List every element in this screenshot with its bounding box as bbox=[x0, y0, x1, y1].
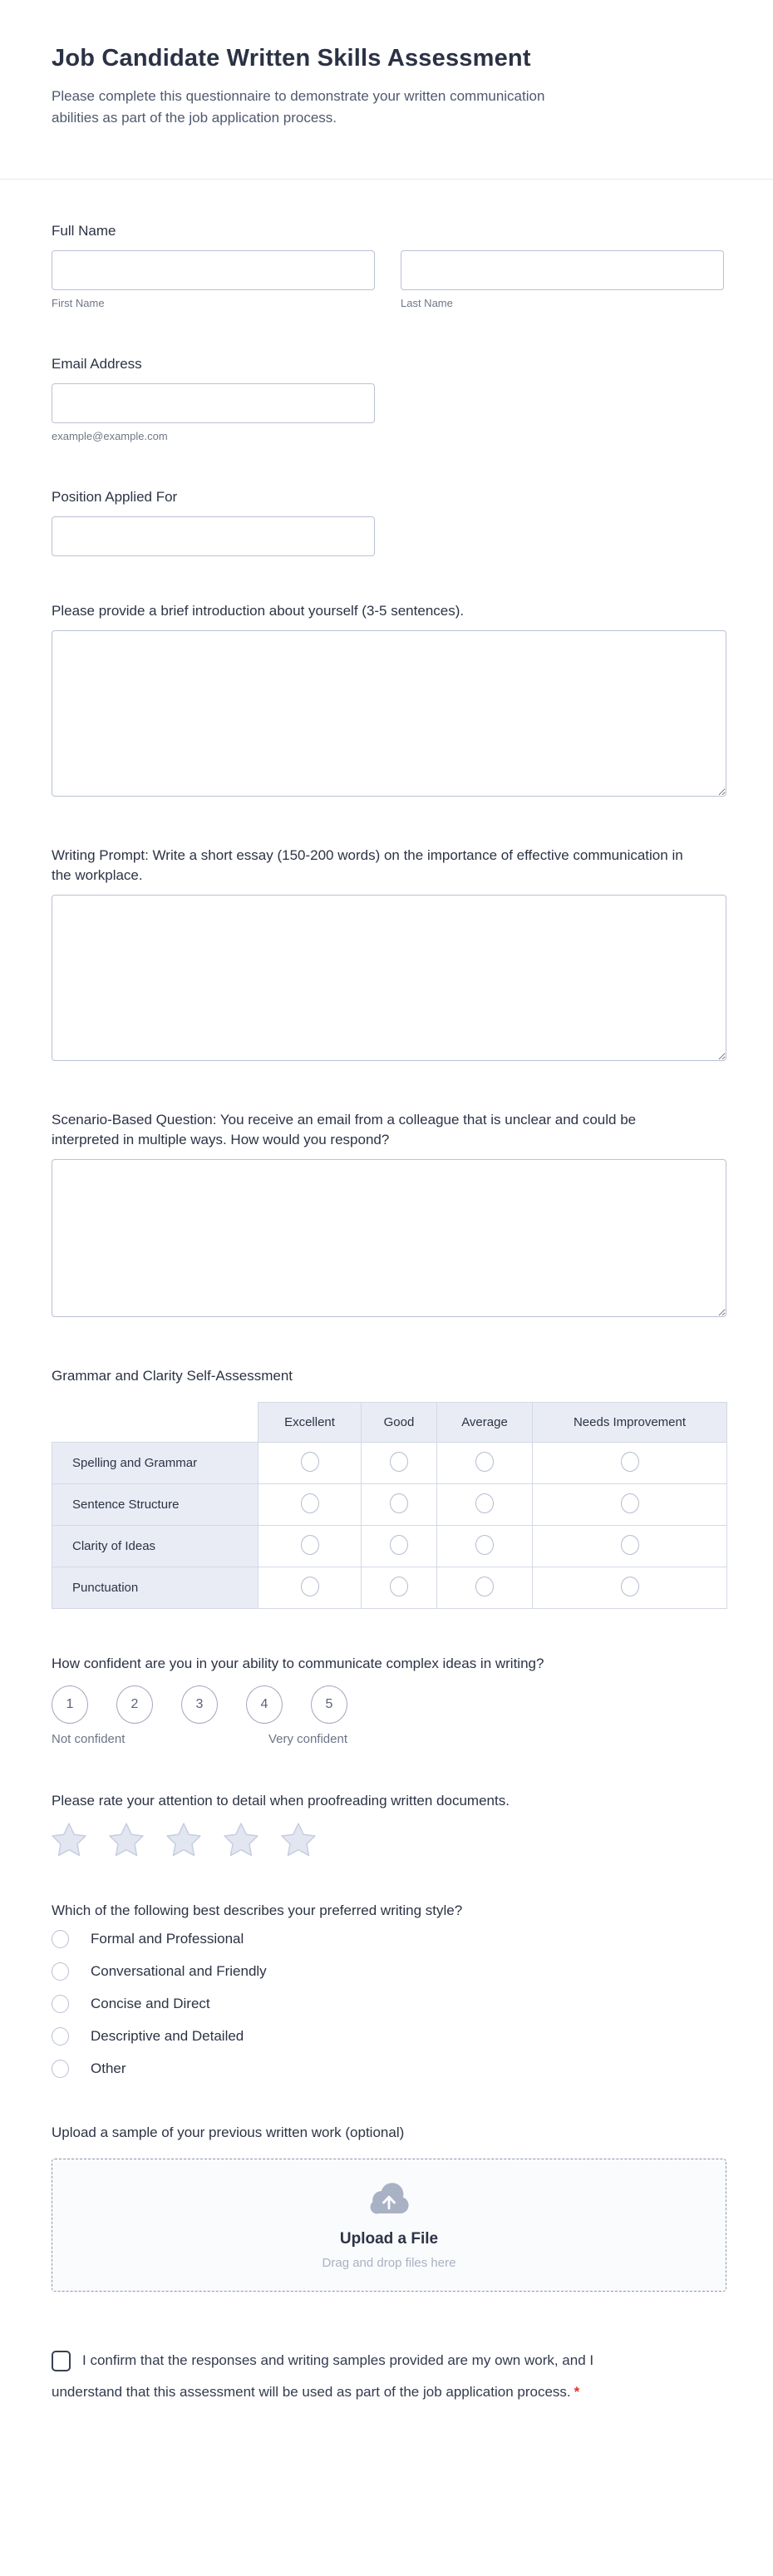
position-input[interactable] bbox=[52, 516, 375, 556]
position-field bbox=[52, 487, 726, 556]
scale-option-5[interactable]: 5 bbox=[311, 1685, 347, 1724]
cloud-upload-icon bbox=[365, 2181, 413, 2218]
scenario-textarea[interactable] bbox=[52, 1159, 726, 1317]
last-name-input[interactable] bbox=[401, 250, 724, 290]
radio-circle-icon[interactable] bbox=[52, 1995, 69, 2013]
upload-title: Upload a File bbox=[339, 2229, 439, 2248]
upload-field bbox=[52, 2123, 726, 2292]
scale-extreme-labels bbox=[52, 1732, 347, 1746]
matrix-column-header: Average bbox=[437, 1403, 533, 1443]
scale-option-1[interactable]: 1 bbox=[52, 1685, 88, 1724]
matrix-row bbox=[52, 1443, 727, 1484]
confidence-label: How confident are you in your ability to communicate complex ideas in writing? bbox=[52, 1656, 544, 1671]
essay-textarea[interactable] bbox=[52, 895, 726, 1061]
matrix-row bbox=[52, 1526, 727, 1567]
matrix-row-label: Sentence Structure bbox=[52, 1484, 258, 1526]
writing-style-options bbox=[52, 1930, 726, 2078]
matrix-radio[interactable] bbox=[475, 1493, 494, 1513]
proofreading-label: Please rate your attention to detail when proofreading written documents. bbox=[52, 1793, 510, 1809]
star-icon[interactable] bbox=[224, 1823, 258, 1856]
scenario-label: Scenario-Based Question: You receive an email from a colleague that is unclear and could be interpreted in multiple ways. How would you respond? bbox=[52, 1112, 637, 1147]
matrix-row-label: Spelling and Grammar bbox=[52, 1443, 258, 1484]
matrix-column-header: Excellent bbox=[258, 1403, 362, 1443]
writing-style-field bbox=[52, 1901, 726, 2078]
page-title: Job Candidate Written Skills Assessment bbox=[52, 45, 531, 72]
radio-option[interactable] bbox=[52, 2027, 726, 2046]
page-subtitle: Please complete this questionnaire to demonstrate your written communication abilities as part of the job application process. bbox=[52, 88, 545, 126]
matrix-column-header: Good bbox=[362, 1403, 437, 1443]
upload-label: Upload a sample of your previous written work (optional) bbox=[52, 2124, 405, 2140]
full-name-field bbox=[52, 221, 726, 309]
upload-hint: Drag and drop files here bbox=[322, 2255, 456, 2270]
confirm-checkbox[interactable] bbox=[52, 2351, 71, 2371]
radio-circle-icon[interactable] bbox=[52, 2027, 69, 2046]
matrix-radio[interactable] bbox=[475, 1535, 494, 1555]
radio-circle-icon[interactable] bbox=[52, 2060, 69, 2078]
radio-option-label: Formal and Professional bbox=[91, 1931, 244, 1947]
star-icon[interactable] bbox=[52, 1823, 86, 1856]
radio-option-label: Descriptive and Detailed bbox=[91, 2028, 244, 2044]
confidence-field bbox=[52, 1654, 726, 1746]
matrix-column-header: Needs Improvement bbox=[533, 1403, 727, 1443]
matrix-corner-cell bbox=[52, 1403, 258, 1443]
radio-option[interactable] bbox=[52, 1962, 726, 1981]
form-header bbox=[0, 0, 773, 180]
star-icon[interactable] bbox=[281, 1823, 316, 1856]
email-sublabel: example@example.com bbox=[52, 430, 168, 442]
star-icon[interactable] bbox=[166, 1823, 201, 1856]
matrix-radio[interactable] bbox=[390, 1577, 408, 1596]
confirm-text: I confirm that the responses and writing samples provided are my own work, and I understand that this assessment will be used as part of the job application process. bbox=[52, 2352, 594, 2400]
matrix-row bbox=[52, 1484, 727, 1526]
matrix-radio[interactable] bbox=[621, 1493, 639, 1513]
essay-field bbox=[52, 846, 726, 1065]
radio-option[interactable] bbox=[52, 2060, 726, 2078]
matrix-field bbox=[52, 1366, 726, 1609]
first-name-sublabel: First Name bbox=[52, 297, 105, 309]
scenario-field bbox=[52, 1110, 726, 1321]
scale-option-2[interactable]: 2 bbox=[116, 1685, 153, 1724]
radio-option[interactable] bbox=[52, 1995, 726, 2013]
introduction-textarea[interactable] bbox=[52, 630, 726, 797]
first-name-input[interactable] bbox=[52, 250, 375, 290]
form-body bbox=[0, 180, 773, 2408]
upload-dropzone[interactable] bbox=[52, 2159, 726, 2292]
radio-option[interactable] bbox=[52, 1930, 726, 1948]
position-label: Position Applied For bbox=[52, 489, 178, 505]
first-name-group bbox=[52, 250, 375, 309]
scale-option-4[interactable]: 4 bbox=[246, 1685, 283, 1724]
confirm-field bbox=[52, 2345, 726, 2408]
matrix-header-row bbox=[52, 1403, 727, 1443]
scale-max-label: Very confident bbox=[268, 1732, 347, 1746]
matrix-table bbox=[52, 1402, 727, 1609]
last-name-sublabel: Last Name bbox=[401, 297, 453, 309]
radio-option-label: Concise and Direct bbox=[91, 1996, 210, 2011]
matrix-radio[interactable] bbox=[621, 1535, 639, 1555]
full-name-label: Full Name bbox=[52, 223, 116, 239]
radio-circle-icon[interactable] bbox=[52, 1962, 69, 1981]
email-label: Email Address bbox=[52, 356, 142, 372]
proofreading-field bbox=[52, 1791, 726, 1856]
star-rating bbox=[52, 1823, 726, 1856]
radio-option-label: Conversational and Friendly bbox=[91, 1963, 267, 1979]
matrix-radio[interactable] bbox=[475, 1577, 494, 1596]
writing-style-label: Which of the following best describes your preferred writing style? bbox=[52, 1902, 463, 1918]
star-icon[interactable] bbox=[109, 1823, 144, 1856]
matrix-radio[interactable] bbox=[475, 1452, 494, 1472]
matrix-radio[interactable] bbox=[390, 1452, 408, 1472]
matrix-radio[interactable] bbox=[301, 1577, 319, 1596]
matrix-radio[interactable] bbox=[301, 1535, 319, 1555]
matrix-radio[interactable] bbox=[621, 1452, 639, 1472]
scale-min-label: Not confident bbox=[52, 1732, 126, 1746]
matrix-radio[interactable] bbox=[301, 1493, 319, 1513]
email-input[interactable] bbox=[52, 383, 375, 423]
matrix-radio[interactable] bbox=[390, 1493, 408, 1513]
matrix-radio[interactable] bbox=[301, 1452, 319, 1472]
introduction-label: Please provide a brief introduction about yourself (3-5 sentences). bbox=[52, 603, 465, 619]
introduction-field bbox=[52, 601, 726, 801]
name-inputs-row bbox=[52, 250, 726, 309]
matrix-radio[interactable] bbox=[390, 1535, 408, 1555]
confirm-label-block bbox=[52, 2345, 600, 2408]
scale-option-3[interactable]: 3 bbox=[181, 1685, 218, 1724]
last-name-group bbox=[401, 250, 724, 309]
email-field bbox=[52, 354, 726, 442]
required-asterisk: * bbox=[574, 2384, 580, 2400]
matrix-label: Grammar and Clarity Self-Assessment bbox=[52, 1368, 293, 1384]
matrix-radio[interactable] bbox=[621, 1577, 639, 1596]
confidence-scale bbox=[52, 1685, 726, 1724]
matrix-row-label: Clarity of Ideas bbox=[52, 1526, 258, 1567]
essay-label: Writing Prompt: Write a short essay (150-200 words) on the importance of effective communication in the workplace. bbox=[52, 847, 683, 883]
matrix-row bbox=[52, 1567, 727, 1609]
radio-circle-icon[interactable] bbox=[52, 1930, 69, 1948]
radio-option-label: Other bbox=[91, 2060, 126, 2076]
matrix-row-label: Punctuation bbox=[52, 1567, 258, 1609]
